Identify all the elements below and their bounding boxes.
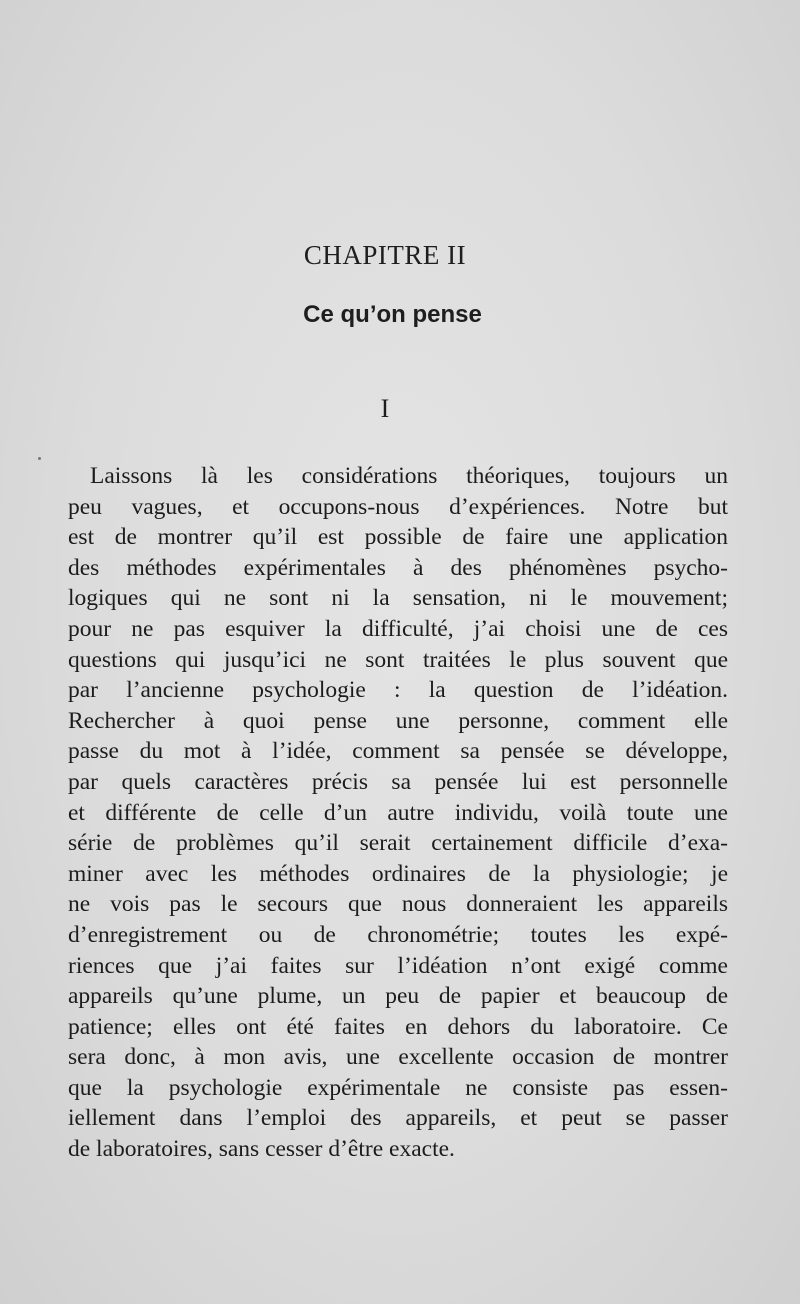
section-number: I (380, 394, 390, 423)
chapter-heading: CHAPITRE II (303, 240, 467, 270)
paragraph-line: Rechercher à quoi pense une personne, comment elle (68, 707, 728, 734)
paragraph-line: Laissons là les considérations théoriques, toujours un (90, 463, 728, 489)
ink-speck (38, 457, 41, 460)
paragraph-line: sera donc, à mon avis, une excellente occasion de montrer (68, 1044, 728, 1071)
paragraph-line: riences que j’ai faites sur l’idéation n’ont exigé comme (68, 952, 728, 979)
paragraph-line: est de montrer qu’il est possible de faire une application (68, 524, 728, 551)
paragraph-line: passe du mot à l’idée, comment sa pensée se développe, (68, 738, 728, 765)
paragraph-line: peu vagues, et occupons-nous d’expériences. Notre but (68, 493, 728, 520)
paragraph-line: appareils qu’une plume, un peu de papier et beaucoup de (68, 983, 728, 1010)
chapter-title: Ce qu’on pense (303, 301, 482, 328)
body-paragraph (68, 461, 728, 1165)
paragraph-line: des méthodes expérimentales à des phénomènes psycho- (68, 554, 728, 581)
paragraph-line: et différente de celle d’un autre individu, voilà toute une (68, 799, 728, 826)
paragraph-line: par quels caractères précis sa pensée lui est personnelle (68, 768, 728, 795)
paragraph-line: iellement dans l’emploi des appareils, et peut se passer (68, 1105, 728, 1132)
paragraph-line: pour ne pas esquiver la difficulté, j’ai choisi une de ces (68, 615, 728, 642)
paragraph-line: patience; elles ont été faites en dehors du laboratoire. Ce (68, 1013, 728, 1040)
paragraph-line: par l’ancienne psychologie : la question de l’idéation. (68, 677, 728, 704)
paragraph-line: logiques qui ne sont ni la sensation, ni le mouvement; (68, 585, 728, 612)
paragraph-line: miner avec les méthodes ordinaires de la physiologie; je (68, 860, 728, 887)
paragraph-line: questions qui jusqu’ici ne sont traitées le plus souvent que (68, 646, 728, 673)
paragraph-line: série de problèmes qu’il serait certainement difficile d’exa- (68, 830, 728, 857)
paragraph-line: que la psychologie expérimentale ne consiste pas essen- (68, 1074, 728, 1101)
paragraph-line: de laboratoires, sans cesser d’être exacte. (68, 1136, 455, 1163)
paragraph-line: d’enregistrement ou de chronométrie; toutes les expé- (68, 921, 728, 948)
paragraph-line: ne vois pas le secours que nous donneraient les appareils (68, 891, 728, 918)
